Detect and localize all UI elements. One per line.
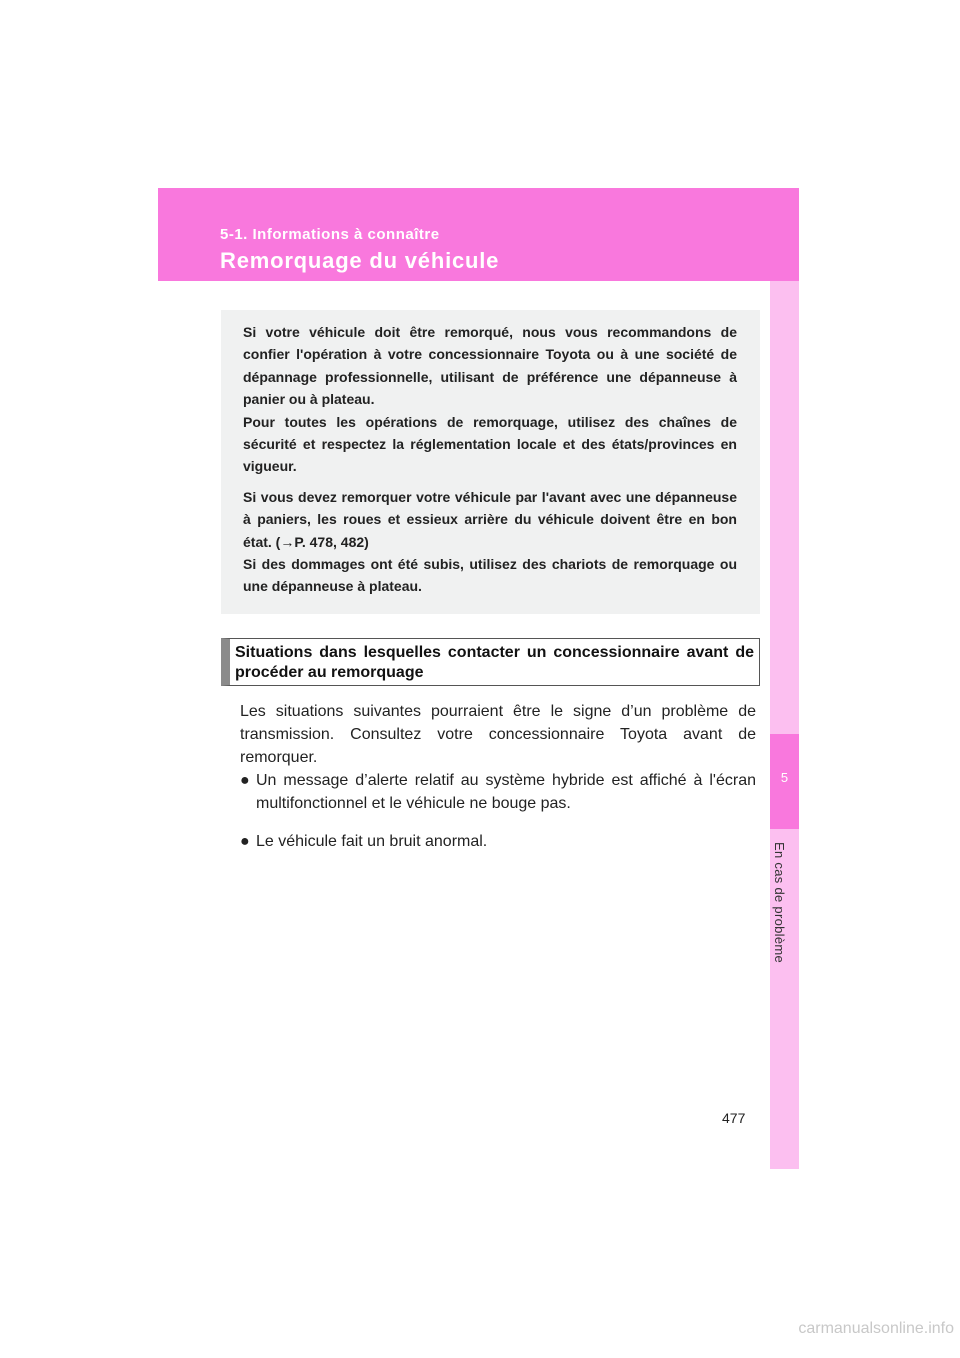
list-item-text: Un message d’alerte relatif au système hybride est affiché à l'écran multifonctionnel et le véhicule ne bouge pas. <box>256 772 756 812</box>
intro-paragraph: Si vous devez remorquer votre véhicule par l'avant avec une dépanneuse à paniers, les roues et essieux arrière du véhicule doivent être en bon état. (→P. 478, 482) <box>243 488 737 550</box>
chapter-number: 5 <box>780 770 789 785</box>
list-item <box>240 769 756 815</box>
body-paragraph: Les situations suivantes pourraient être le signe d’un problème de transmission. Consultez votre concessionnaire Toyota avant de remorquer. <box>240 703 756 766</box>
intro-paragraph: Si votre véhicule doit être remorqué, nous vous recommandons de confier l'opération à votre concessionnaire Toyota ou à une société de dépannage professionnelle, utilisant de préférence une dépanneuse à panier ou à plateau. <box>243 324 737 408</box>
intro-paragraph: Si des dommages ont été subis, utilisez des chariots de remorquage ou une dépanneuse à plateau. <box>243 556 737 595</box>
intro-box <box>221 310 760 614</box>
page-title: Remorquage du véhicule <box>220 248 500 273</box>
list-item <box>240 830 756 853</box>
chapter-title: En cas de problème <box>772 842 787 964</box>
page-number: 477 <box>722 1110 746 1126</box>
section-label: 5-1. Informations à connaître <box>220 226 440 243</box>
bullet-icon: ● <box>240 772 250 789</box>
watermark: carmanualsonline.info <box>798 1320 954 1337</box>
list-item-text: Le véhicule fait un bruit anormal. <box>256 833 488 850</box>
intro-paragraph: Pour toutes les opérations de remorquage, utilisez des chaînes de sécurité et respectez la réglementation locale et des états/provinces en vigueur. <box>243 413 737 475</box>
bullet-icon: ● <box>240 833 250 850</box>
side-tab <box>770 281 799 1169</box>
subsection-heading: Situations dans lesquelles contacter un concessionnaire avant de procéder au remorquage <box>221 638 760 686</box>
